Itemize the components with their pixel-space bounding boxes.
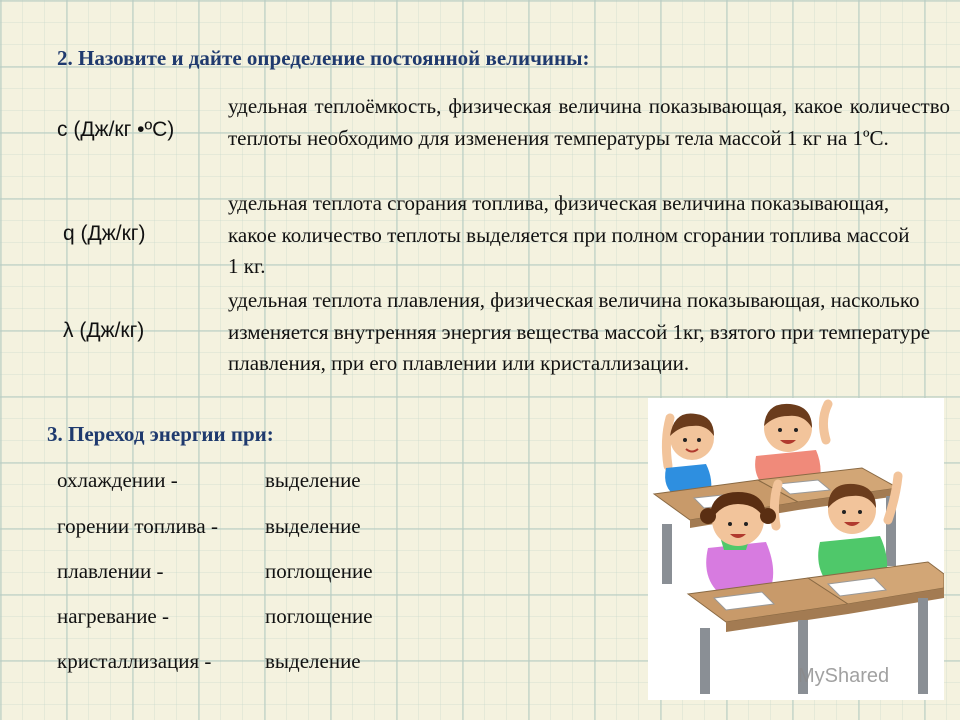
process-melting: плавлении - (57, 559, 164, 583)
constant-definition-lambda: удельная теплота плавления, физическая величина показывающая, насколько изменяется внутренняя энергия вещества массой 1кг, взятого при температуре плавления, при его плавлении или кристаллизации. (228, 288, 931, 375)
process-cooling: охлаждении - (57, 468, 178, 492)
result-combustion: выделение (265, 514, 361, 538)
result-crystallization: выделение (265, 649, 361, 673)
result-melting: поглощение (265, 559, 373, 583)
result-heating: поглощение (265, 604, 373, 628)
constant-definition-q: удельная теплота сгорания топлива, физическая величина показывающая, какое количество теплоты выделяется при полном сгорании топлива массой 1 кг. (228, 191, 910, 278)
result-cooling: выделение (265, 468, 361, 492)
constant-symbol-lambda: λ (Дж/кг) (63, 319, 145, 342)
constant-symbol-q: q (Дж/кг) (63, 222, 146, 245)
section-3-title: 3. Переход энергии при: (47, 422, 274, 446)
constant-symbol-c: с (Дж/кг •ºС) (57, 118, 175, 141)
process-crystallization: кристаллизация - (57, 649, 212, 673)
section-2-title: 2. Назовите и дайте определение постоянной величины: (57, 46, 590, 70)
watermark-text: MyShared (798, 665, 890, 687)
classroom-illustration (648, 398, 944, 700)
process-combustion: горении топлива - (57, 514, 218, 538)
process-heating: нагревание - (57, 604, 169, 628)
constant-definition-c: удельная теплоёмкость, физическая величина показывающая, какое количество теплоты необходимо для изменения температуры тела массой 1 кг на 1ºС. (228, 94, 950, 150)
